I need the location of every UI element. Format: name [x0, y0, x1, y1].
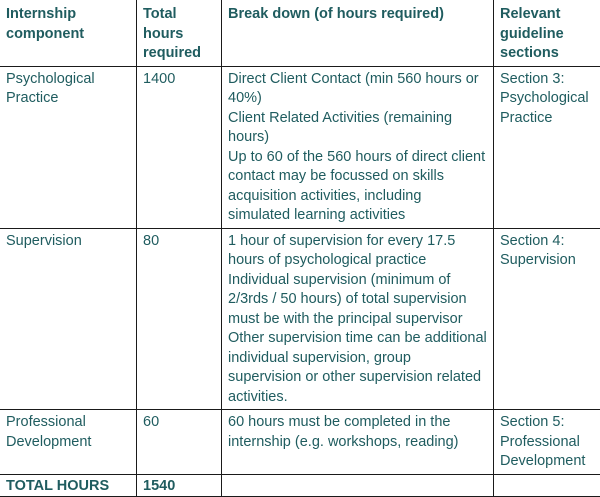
breakdown-line: Other supervision time can be additional individual supervision, group supervision or other supervision related activities.	[228, 329, 487, 407]
table-row	[0, 66, 600, 228]
cell-component: Psychological Practice	[0, 66, 137, 228]
cell-hours: 1400	[137, 66, 222, 228]
table-row	[0, 228, 600, 410]
cell-section: Section 3: Psychological Practice	[494, 66, 600, 228]
total-hours: 1540	[137, 474, 222, 497]
breakdown-line: 60 hours must be completed in the internship (e.g. workshops, reading)	[228, 413, 487, 452]
cell-breakdown	[222, 228, 494, 410]
header-break-down: Break down (of hours required)	[222, 0, 494, 66]
cell-hours: 80	[137, 228, 222, 410]
table-header-row	[0, 0, 600, 66]
cell-breakdown	[222, 66, 494, 228]
breakdown-line: Up to 60 of the 560 hours of direct client contact may be focussed on skills acquisition activities, including simulated learning activities	[228, 148, 487, 226]
cell-breakdown	[222, 410, 494, 475]
total-empty-cell	[494, 474, 600, 497]
total-label: TOTAL HOURS	[0, 474, 137, 497]
total-empty-cell	[222, 474, 494, 497]
cell-hours: 60	[137, 410, 222, 475]
breakdown-line: Individual supervision (minimum of 2/3rds / 50 hours) of total supervision must be with the principal supervisor	[228, 271, 487, 330]
breakdown-line: Direct Client Contact (min 560 hours or 40%)	[228, 70, 487, 109]
header-total-hours-required: Total hours required	[137, 0, 222, 66]
cell-section: Section 4: Supervision	[494, 228, 600, 410]
header-relevant-guideline-sections: Relevant guideline sections	[494, 0, 600, 66]
breakdown-line: 1 hour of supervision for every 17.5 hours of psychological practice	[228, 232, 487, 271]
cell-section: Section 5: Professional Development	[494, 410, 600, 475]
total-row	[0, 474, 600, 497]
breakdown-line: Client Related Activities (remaining hours)	[228, 109, 487, 148]
header-internship-component: Internship component	[0, 0, 137, 66]
table-row	[0, 410, 600, 475]
cell-component: Professional Development	[0, 410, 137, 475]
cell-component: Supervision	[0, 228, 137, 410]
